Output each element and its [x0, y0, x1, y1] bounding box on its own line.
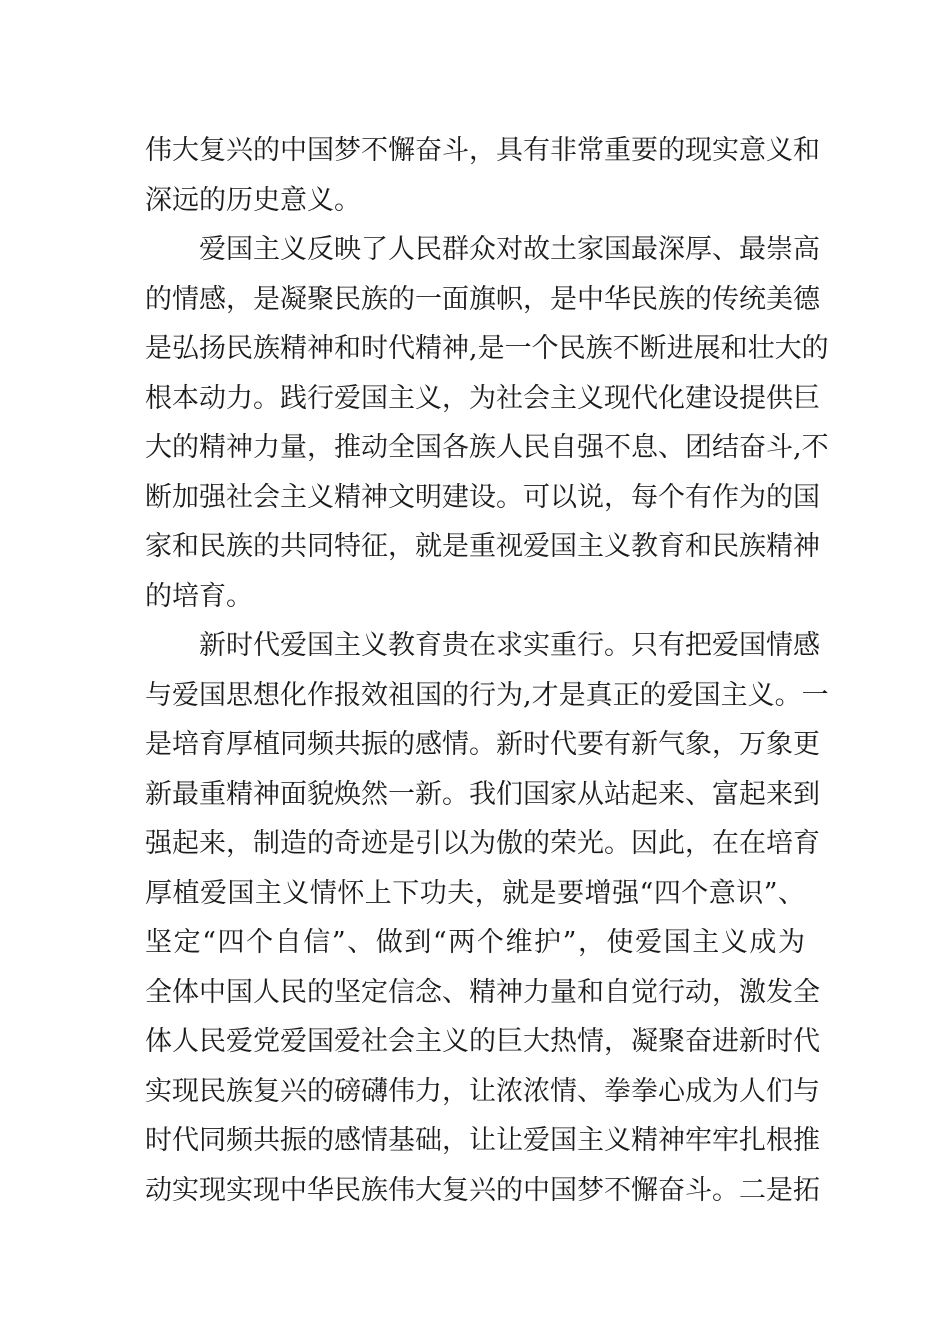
- text-line: 伟大复兴的中国梦不懈奋斗，具有非常重要的现实意义和: [145, 135, 820, 166]
- text-line: 强起来，制造的奇迹是引以为傲的荣光。因此，在在培育: [145, 828, 820, 859]
- text-line: 爱国主义反映了人民群众对故土家国最深厚、最崇高: [199, 234, 820, 265]
- text-line: 深远的历史意义。: [145, 184, 361, 216]
- text-line: 断加强社会主义精神文明建设。可以说，每个有作为的国: [145, 481, 820, 513]
- text-line: 根本动力。践行爱国主义，为社会主义现代化建设提供巨: [145, 382, 820, 414]
- text-line: 是培育厚植同频共振的感情。新时代要有新气象，万象更: [145, 729, 820, 760]
- text-line: 厚植爱国主义情怀上下功夫，就是要增强“四个意识”、: [145, 877, 805, 909]
- text-line: 实现民族复兴的磅礴伟力，让浓浓情、拳拳心成为人们与: [145, 1075, 820, 1107]
- text-line: 体人民爱党爱国爱社会主义的巨大热情，凝聚奋进新时代: [145, 1026, 820, 1057]
- text-line: 家和民族的共同特征，就是重视爱国主义教育和民族精神: [145, 531, 820, 562]
- text-line: 时代同频共振的感情基础，让让爱国主义精神牢牢扎根推: [145, 1125, 820, 1156]
- text-line: 是弘扬民族精神和时代精神,是一个民族不断进展和壮大的: [145, 333, 829, 364]
- text-line: 与爱国思想化作报效祖国的行为,才是真正的爱国主义。一: [145, 679, 829, 711]
- text-line: 坚定“四个自信”、做到“两个维护”，使爱国主义成为: [145, 927, 805, 958]
- text-line: 的情感，是凝聚民族的一面旗帜，是中华民族的传统美德: [145, 283, 820, 315]
- body-text: [145, 126, 829, 1215]
- text-line: 全体中国人民的坚定信念、精神力量和自觉行动，激发全: [145, 976, 820, 1008]
- text-line: 大的精神力量，推动全国各族人民自强不息、团结奋斗,不: [145, 432, 829, 463]
- text-line: 新时代爱国主义教育贵在求实重行。只有把爱国情感: [199, 630, 820, 661]
- text-line: 的培育。: [145, 580, 253, 612]
- text-line: 动实现实现中华民族伟大复兴的中国梦不懈奋斗。二是拓: [145, 1174, 820, 1206]
- text-line: 新最重精神面貌焕然一新。我们国家从站起来、富起来到: [145, 778, 820, 810]
